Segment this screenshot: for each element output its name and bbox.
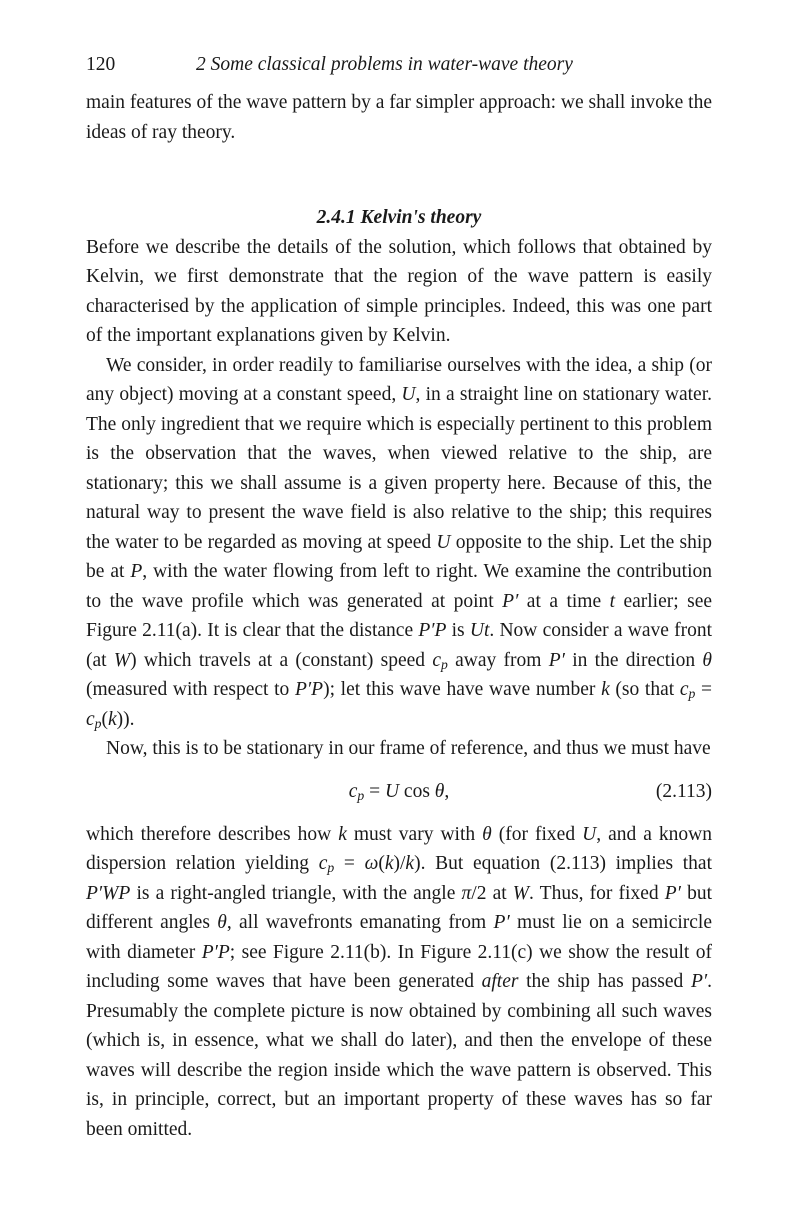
paragraph-stationary: Now, this is to be stationary in our frame of reference, and thus we must have [106, 738, 711, 759]
equation-2-113 [86, 777, 712, 807]
page-number: 120 [86, 54, 116, 75]
paragraph-semicircle: which therefore describes how k must vary with θ (for fixed U, and a known dispersion relation yielding $c_p = \omega(k)/k$). But equation (2.113) implies that P′WP is a right-angled triangle, with the angle π/2 at W. Thus, for fixed P′ but different angles θ, all wavefronts emanating from P′ must lie on a semicircle with diameter P′P; see Figure 2.11(b). In Figure 2.11(c) we show the result of including some waves that have been generated after the ship has passed P′. Presumably the complete picture is now obtained by combining all such waves (which is, in essence, what we shall do later), and then the envelope of these waves will describe the region inside which the wave pattern is observed. This is, in principle, correct, but an important property of these waves has so far been omitted. [86, 823, 713, 1140]
equation-number: (2.113) [655, 780, 712, 802]
running-head [86, 50, 712, 80]
page [86, 50, 712, 1144]
paragraph-continued: main features of the wave pattern by a far simpler approach: we shall invoke the ideas of ray theory. [86, 92, 712, 143]
equation-body: $c_p = U$ cos θ, [348, 780, 450, 803]
paragraph-intro: Before we describe the details of the solution, which follows that obtained by Kelvin, we first demonstrate that the region of the wave pattern is easily characterised by the application of simple principles. Indeed, this was one part of the important explanations given by Kelvin. [86, 236, 712, 346]
paragraph-ship: We consider, in order readily to familiarise ourselves with the idea, a ship (or any object) moving at a constant speed, U, in a straight line on stationary water. The only ingredient that we require which is especially pertinent to this problem is the observation that the waves, when viewed relative to the ship, are stationary; this we shall assume is a given property here. Because of this, the natural way to present the wave field is also relative to the ship; this requires the water to be regarded as moving at speed U opposite to the ship. Let the ship be at P, with the water flowing from left to right. We examine the contribution to the wave profile which was generated at point P′ at a time t earlier; see Figure 2.11(a). It is clear that the distance P′P is Ut. Now consider a wave front (at W) which travels at a (constant) speed $c_p$ away from P′ in the direction θ (measured with respect to P′P); let this wave have wave number k (so that $c_p = c_p(k)$). [86, 354, 713, 731]
running-title: 2 Some classical problems in water-wave theory [196, 54, 573, 75]
section-heading: 2.4.1 Kelvin's theory [316, 207, 482, 228]
body-text [86, 88, 712, 1144]
